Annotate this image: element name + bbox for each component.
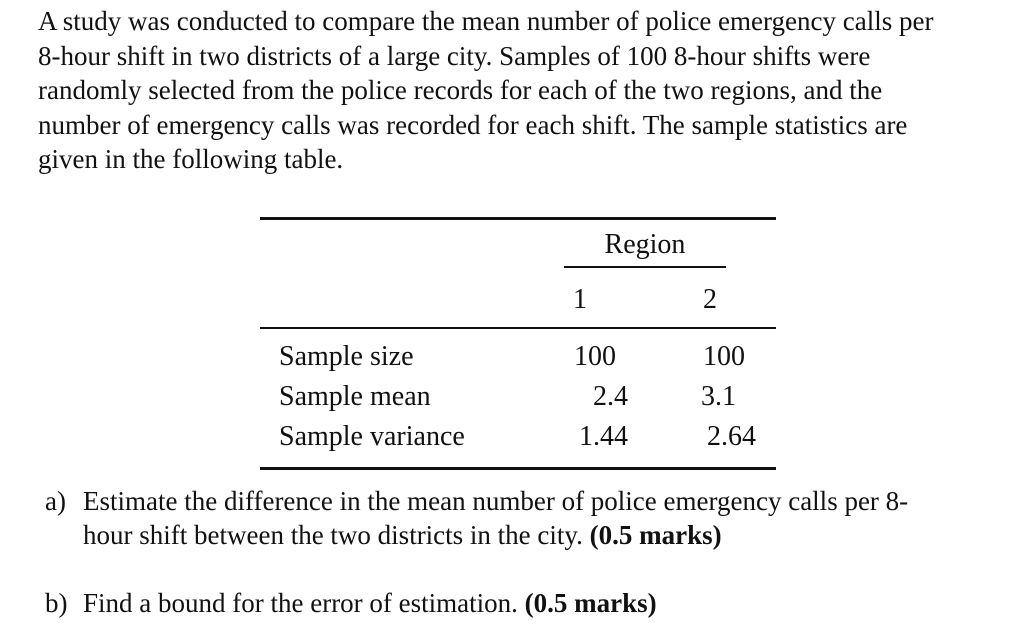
question-a-line-text: hour shift between the two districts in the city. [83, 520, 590, 550]
sample-size-region-2: 100 [703, 341, 745, 372]
question-b-line [83, 586, 1013, 620]
row-label-sample-size: Sample size [279, 341, 414, 372]
region-header: Region [604, 229, 686, 260]
intro-line: A study was conducted to compare the mean number of police emergency calls per [38, 6, 934, 36]
row-label-sample-variance: Sample variance [279, 421, 465, 452]
question-b-label: b) [45, 588, 68, 618]
question-a-label: a) [45, 486, 66, 516]
intro-line: given in the following table. [38, 144, 344, 174]
intro-line: randomly selected from the police records for each of the two regions, and the [38, 75, 883, 105]
column-header-region-2: 2 [703, 284, 717, 315]
problem-statement [38, 4, 1013, 177]
question-b-marks: (0.5 marks) [524, 588, 657, 618]
table-top-rule [260, 217, 776, 220]
table-header-rule [260, 327, 776, 329]
sample-variance-region-1: 1.44 [579, 421, 628, 452]
column-header-region-1: 1 [573, 284, 587, 315]
question-a-line: Estimate the difference in the mean number of police emergency calls per 8- [83, 486, 909, 516]
sample-mean-region-2: 3.1 [701, 381, 736, 412]
sample-size-region-1: 100 [574, 341, 616, 372]
question-a-text [83, 484, 1013, 552]
sample-statistics-table [260, 217, 776, 471]
question-a-line [83, 518, 1013, 552]
sample-mean-region-1: 2.4 [593, 381, 628, 412]
region-header-rule [564, 266, 726, 268]
sample-variance-region-2: 2.64 [707, 421, 756, 452]
table-bottom-rule [260, 467, 776, 470]
intro-line: number of emergency calls was recorded for each shift. The sample statistics are [38, 109, 908, 140]
question-b-text [83, 586, 1013, 620]
question-a-marks: (0.5 marks) [589, 520, 722, 550]
row-label-sample-mean: Sample mean [279, 381, 431, 412]
intro-line: 8-hour shift in two districts of a large city. Samples of 100 8-hour shifts were [38, 40, 871, 71]
question-b-line-text: Find a bound for the error of estimation. [83, 588, 525, 618]
